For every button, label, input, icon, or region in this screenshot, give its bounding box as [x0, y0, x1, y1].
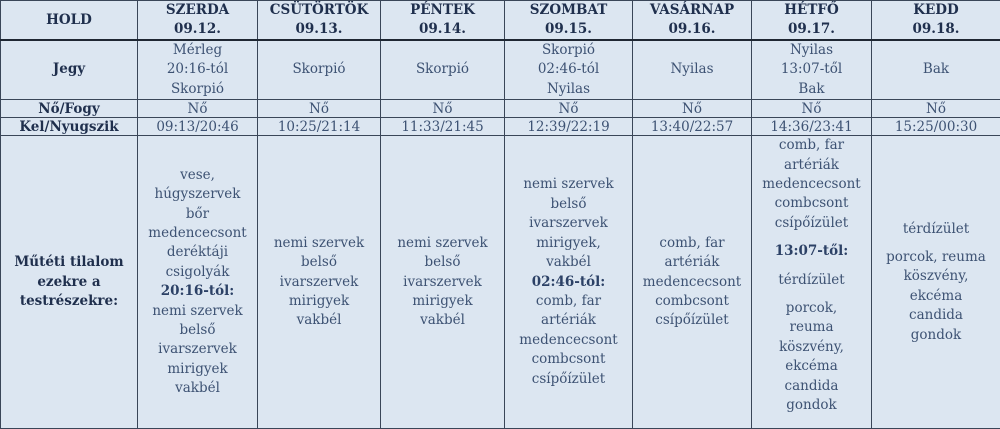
phase-cell: Nő: [872, 100, 1000, 118]
body-part: ivarszervek: [260, 273, 378, 292]
sign-cell: [505, 40, 633, 100]
body-part: mirigyek: [383, 292, 502, 311]
body-part: vakbél: [260, 311, 378, 330]
phase-cell: Nő: [381, 100, 505, 118]
sign-text: Skorpió: [138, 80, 257, 99]
rise-set-cell: 10:25/21:14: [258, 118, 381, 136]
change-time: 13:07-től:: [754, 242, 869, 261]
body-part: bőr: [140, 205, 255, 224]
body-part: mirigyek: [140, 360, 255, 379]
body-part: köszvény,: [874, 267, 998, 286]
day-name: SZERDA: [138, 1, 257, 20]
day-header-szombat: [505, 1, 633, 41]
sign-cell: [138, 40, 258, 100]
body-part: gondok: [754, 396, 869, 415]
body-part: combcsont: [754, 194, 869, 213]
body-part: comb, far: [507, 292, 630, 311]
body-part: belső: [507, 195, 630, 214]
surgery-cell-szerda: [138, 136, 258, 429]
rise-set-cell: 13:40/22:57: [633, 118, 752, 136]
body-part: porcok, reuma: [874, 248, 998, 267]
body-part: csigolyák: [140, 263, 255, 282]
body-part: candida: [874, 306, 998, 325]
day-date: 09.16.: [633, 20, 751, 39]
body-part: húgyszervek: [140, 185, 255, 204]
sign-text: Bak: [752, 80, 871, 99]
body-part: nemi szervek: [383, 234, 502, 253]
body-part: belső: [260, 253, 378, 272]
day-date: 09.14.: [381, 20, 504, 39]
sign-text: Skorpió: [505, 41, 632, 60]
day-name: SZOMBAT: [505, 1, 632, 20]
spacer: [754, 262, 869, 271]
body-part: ekcéma: [754, 357, 869, 376]
body-part: artériák: [754, 156, 869, 175]
sign-text: Nyilas: [752, 41, 871, 60]
surgery-row-label: [1, 136, 138, 429]
day-name: VASÁRNAP: [633, 1, 751, 20]
body-part: artériák: [507, 311, 630, 330]
body-part: vakbél: [507, 253, 630, 272]
rise-set-cell: 15:25/00:30: [872, 118, 1000, 136]
phase-cell: Nő: [505, 100, 633, 118]
body-part: comb, far: [754, 136, 869, 155]
surgery-cell-szombat: [505, 136, 633, 429]
body-part: ivarszervek: [383, 273, 502, 292]
sign-cell: [872, 40, 1000, 100]
sign-change-time: 13:07-től: [752, 60, 871, 79]
rise-set-cell: 09:13/20:46: [138, 118, 258, 136]
body-part: combcsont: [507, 350, 630, 369]
day-header-csutortok: [258, 1, 381, 41]
phase-row-label: Nő/Fogy: [1, 100, 138, 118]
surgery-cell-pentek: [381, 136, 505, 429]
surgery-row: [1, 136, 1000, 429]
body-part: belső: [383, 253, 502, 272]
surgery-cell-vasarnap: [633, 136, 752, 429]
sign-text: Skorpió: [258, 60, 380, 79]
phase-cell: Nő: [752, 100, 872, 118]
sign-row-label: Jegy: [1, 40, 138, 100]
sign-change-time: 02:46-tól: [505, 60, 632, 79]
body-part: nemi szervek: [260, 234, 378, 253]
day-date: 09.18.: [872, 20, 1000, 39]
body-part: artériák: [635, 253, 749, 272]
day-date: 09.13.: [258, 20, 380, 39]
spacer: [874, 239, 998, 248]
sign-cell: [633, 40, 752, 100]
body-part: csípőízület: [507, 370, 630, 389]
phase-row: [1, 100, 1000, 118]
body-part: medencecsont: [635, 273, 749, 292]
spacer: [754, 233, 869, 242]
sign-text: Skorpió: [381, 60, 504, 79]
body-part: köszvény,: [754, 338, 869, 357]
phase-cell: Nő: [633, 100, 752, 118]
body-part: comb, far: [635, 234, 749, 253]
day-header-szerda: [138, 1, 258, 41]
body-part: ivarszervek: [140, 340, 255, 359]
body-part: porcok,: [754, 299, 869, 318]
sign-text: Mérleg: [138, 41, 257, 60]
day-name: PÉNTEK: [381, 1, 504, 20]
body-part: nemi szervek: [507, 175, 630, 194]
day-date: 09.17.: [752, 20, 871, 39]
label-line: testrészekre:: [1, 292, 137, 311]
rise-set-row: [1, 118, 1000, 136]
body-part: belső: [140, 321, 255, 340]
body-part: deréktáji: [140, 243, 255, 262]
day-name: HÉTFŐ: [752, 1, 871, 20]
day-date: 09.15.: [505, 20, 632, 39]
corner-header: HOLD: [1, 1, 138, 41]
body-part: ekcéma: [874, 287, 998, 306]
body-part: vakbél: [383, 311, 502, 330]
body-part: gondok: [874, 326, 998, 345]
sign-text: Nyilas: [505, 80, 632, 99]
sign-cell: [258, 40, 381, 100]
body-part: ivarszervek: [507, 214, 630, 233]
spacer: [754, 290, 869, 299]
phase-cell: Nő: [258, 100, 381, 118]
surgery-cell-kedd: [872, 136, 1000, 429]
body-part: nemi szervek: [140, 302, 255, 321]
day-header-kedd: [872, 1, 1000, 41]
day-header-vasarnap: [633, 1, 752, 41]
day-header-hetfo: [752, 1, 872, 41]
body-part: vese,: [140, 166, 255, 185]
rise-set-cell: 14:36/23:41: [752, 118, 872, 136]
day-name: KEDD: [872, 1, 1000, 20]
label-line: ezekre a: [1, 273, 137, 292]
phase-cell: Nő: [138, 100, 258, 118]
surgery-cell-csutortok: [258, 136, 381, 429]
body-part: mirigyek: [260, 292, 378, 311]
body-part: medencecsont: [140, 224, 255, 243]
body-part: reuma: [754, 318, 869, 337]
rise-set-cell: 11:33/21:45: [381, 118, 505, 136]
sign-row: [1, 40, 1000, 100]
sign-text: Nyilas: [633, 60, 751, 79]
sign-cell: [752, 40, 872, 100]
day-name: CSÜTÖRTÖK: [258, 1, 380, 20]
body-part: térdízület: [754, 271, 869, 290]
surgery-cell-hetfo: [752, 136, 872, 429]
sign-text: Bak: [872, 60, 1000, 79]
change-time: 02:46-tól:: [507, 273, 630, 292]
sign-cell: [381, 40, 505, 100]
body-part: medencecsont: [754, 175, 869, 194]
body-part: candida: [754, 377, 869, 396]
body-part: csípőízület: [754, 214, 869, 233]
body-part: mirigyek,: [507, 234, 630, 253]
body-part: csípőízület: [635, 311, 749, 330]
body-part: medencecsont: [507, 331, 630, 350]
header-row: [1, 1, 1000, 41]
body-part: combcsont: [635, 292, 749, 311]
day-date: 09.12.: [138, 20, 257, 39]
rise-set-row-label: Kel/Nyugszik: [1, 118, 138, 136]
day-header-pentek: [381, 1, 505, 41]
rise-set-cell: 12:39/22:19: [505, 118, 633, 136]
label-line: Műtéti tilalom: [1, 253, 137, 272]
body-part: vakbél: [140, 379, 255, 398]
sign-change-time: 20:16-tól: [138, 60, 257, 79]
change-time: 20:16-tól:: [140, 282, 255, 301]
body-part: térdízület: [874, 220, 998, 239]
